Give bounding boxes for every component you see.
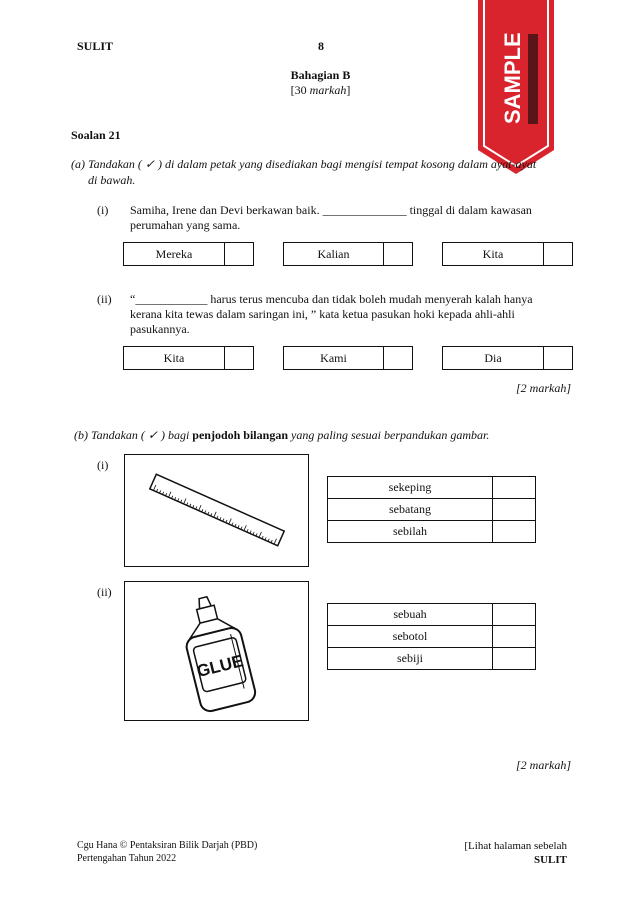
option-word: Kalian [284, 243, 384, 265]
table-row [328, 521, 536, 543]
item-a-ii-sentence-line2: kerana kita tewas dalam saringan ini, ” kata ketua pasukan hoki kepada ahli-ahli [130, 307, 515, 321]
item-a-i-sentence-line2: perumahan yang sama. [130, 218, 241, 232]
header-sulit: SULIT [77, 39, 114, 53]
watermark-text: SAMPLE [500, 32, 525, 124]
option-word: Dia [443, 347, 544, 369]
choice-word: sebuah [328, 604, 493, 626]
choice-word: sebiji [328, 648, 493, 670]
item-a-i-number: (i) [97, 203, 109, 217]
table-row [328, 499, 536, 521]
option-box-a-ii-1 [123, 346, 254, 370]
option-box-a-ii-2 [283, 346, 413, 370]
footer-next-page: [Lihat halaman sebelah [464, 840, 567, 852]
choice-word: sebatang [328, 499, 493, 521]
part-b-instruction: (b) Tandakan ( ✓ ) bagi penjodoh bilangan yang paling sesuai berpandukan gambar. [74, 428, 490, 442]
part-a-marks: [2 markah] [515, 381, 571, 395]
tick-box[interactable] [384, 347, 412, 369]
tick-box[interactable] [493, 604, 536, 626]
tick-box[interactable] [493, 648, 536, 670]
footer-sulit: SULIT [533, 854, 567, 866]
section-marks: [30 markah] [290, 83, 351, 97]
item-b-i-number: (i) [97, 458, 109, 472]
option-box-a-i-3 [442, 242, 573, 266]
sample-ribbon-icon [476, 0, 556, 176]
choice-word: sekeping [328, 477, 493, 499]
option-box-a-i-2 [283, 242, 413, 266]
tick-box[interactable] [493, 499, 536, 521]
tick-box[interactable] [493, 521, 536, 543]
table-row [328, 626, 536, 648]
option-word: Kita [124, 347, 225, 369]
option-box-a-ii-3 [442, 346, 573, 370]
choice-word: sebilah [328, 521, 493, 543]
item-a-ii-sentence-line3: pasukannya. [130, 322, 190, 336]
part-a-instruction-line2: di bawah. [88, 173, 136, 187]
tick-box[interactable] [544, 243, 572, 265]
tick-box[interactable] [225, 347, 253, 369]
choice-table-b-i [327, 476, 536, 543]
page-number: 8 [318, 39, 324, 53]
option-word: Kami [284, 347, 384, 369]
choice-word: sebotol [328, 626, 493, 648]
glue-bottle-icon [125, 582, 308, 720]
table-row [328, 648, 536, 670]
option-word: Mereka [124, 243, 225, 265]
ruler-picture-frame [124, 454, 309, 567]
option-word: Kita [443, 243, 544, 265]
item-a-ii-sentence-line1: “____________ harus terus mencuba dan tidak boleh mudah menyerah kalah hanya [130, 292, 533, 306]
glue-label-text: GLUE [194, 651, 246, 682]
item-b-ii-number: (ii) [97, 585, 112, 599]
option-box-a-i-1 [123, 242, 254, 266]
tick-box[interactable] [544, 347, 572, 369]
part-a-instruction-line1: (a) Tandakan ( ✓ ) di dalam petak yang disediakan bagi mengisi tempat kosong dalam ayat-ayat [71, 157, 537, 171]
item-a-ii-number: (ii) [97, 292, 112, 306]
item-a-i-sentence-line1: Samiha, Irene dan Devi berkawan baik. ______________ tinggal di dalam kawasan [130, 203, 532, 217]
tick-box[interactable] [225, 243, 253, 265]
table-row [328, 477, 536, 499]
question-label: Soalan 21 [71, 128, 121, 142]
table-row [328, 604, 536, 626]
sample-watermark [476, 0, 556, 176]
footer-credit: Cgu Hana © Pentaksiran Bilik Darjah (PBD) [77, 840, 258, 851]
ruler-icon [125, 455, 308, 566]
part-b-marks: [2 markah] [515, 758, 571, 772]
footer-term: Pertengahan Tahun 2022 [77, 853, 177, 864]
tick-box[interactable] [384, 243, 412, 265]
glue-picture-frame [124, 581, 309, 721]
choice-table-b-ii [327, 603, 536, 670]
tick-box[interactable] [493, 477, 536, 499]
tick-box[interactable] [493, 626, 536, 648]
section-title: Bahagian B [290, 68, 351, 82]
